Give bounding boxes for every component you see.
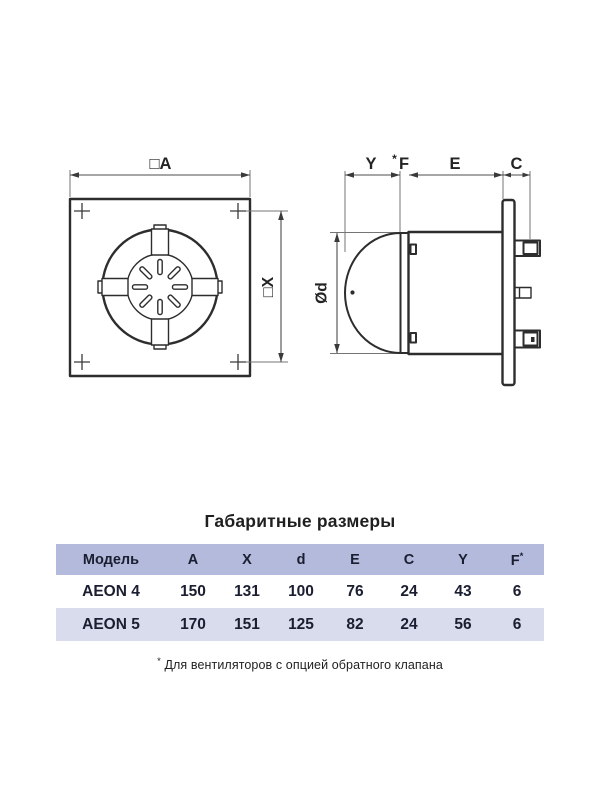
cell-f: 6 bbox=[512, 582, 522, 600]
grille-tab bbox=[152, 225, 169, 255]
dim-d-label: Ød bbox=[313, 282, 331, 304]
front-view-drawing bbox=[70, 155, 288, 376]
grille-tab bbox=[152, 319, 169, 349]
cell-model: AEON 4 bbox=[82, 582, 140, 600]
arrowhead-icon bbox=[278, 353, 284, 362]
page-title: Габаритные размеры bbox=[204, 511, 396, 531]
arrowhead-icon bbox=[523, 173, 531, 178]
fan-body bbox=[409, 232, 504, 354]
dim-y-label: Y bbox=[365, 155, 377, 173]
footnote-asterisk: * bbox=[157, 656, 161, 667]
cell-c: 24 bbox=[400, 615, 418, 633]
header-y: Y bbox=[458, 551, 468, 568]
header-f-text: F bbox=[510, 552, 520, 569]
cell-x: 151 bbox=[234, 615, 260, 633]
arrowhead-icon bbox=[334, 344, 340, 353]
header-d: d bbox=[296, 551, 306, 568]
cell-e: 82 bbox=[346, 615, 364, 633]
header-f-asterisk: * bbox=[519, 550, 524, 562]
vent-slit bbox=[158, 300, 162, 315]
rear-tab-middle bbox=[514, 288, 531, 299]
header-f bbox=[490, 544, 544, 575]
dim-a-extension-lines bbox=[70, 170, 250, 197]
arrowhead-icon bbox=[241, 172, 250, 178]
dome-pin-icon bbox=[350, 290, 354, 294]
cell-f: 6 bbox=[512, 615, 522, 633]
body-clip bbox=[411, 245, 417, 255]
footnote-text: Для вентиляторов с опцией обратного клапана bbox=[164, 658, 443, 673]
mounting-plate bbox=[503, 200, 515, 385]
cell-a: 170 bbox=[180, 615, 206, 633]
dim-f-label: F bbox=[398, 155, 410, 173]
arrowhead-icon bbox=[391, 172, 400, 178]
arrowhead-icon bbox=[70, 172, 79, 178]
cell-y: 43 bbox=[454, 582, 472, 600]
grille-tab bbox=[98, 279, 128, 296]
header-c: C bbox=[403, 551, 415, 568]
header-e: E bbox=[350, 551, 360, 568]
dim-a-label: □A bbox=[149, 155, 172, 173]
cell-e: 76 bbox=[346, 582, 364, 600]
arrowhead-icon bbox=[334, 233, 340, 242]
cell-d: 100 bbox=[288, 582, 314, 600]
grille-tab bbox=[192, 279, 222, 296]
cell-c: 24 bbox=[400, 582, 418, 600]
arrowhead-icon bbox=[494, 172, 503, 178]
table-row bbox=[56, 575, 544, 608]
table-header-row bbox=[56, 544, 544, 575]
vent-slit bbox=[133, 285, 148, 289]
vent-slit bbox=[158, 260, 162, 275]
cell-d: 125 bbox=[288, 615, 314, 633]
arrowhead-icon bbox=[409, 172, 418, 178]
header-x: X bbox=[242, 551, 252, 568]
dim-c-label: C bbox=[510, 155, 523, 173]
arrowhead-icon bbox=[278, 211, 284, 220]
side-view-drawing bbox=[314, 152, 541, 385]
table-row bbox=[56, 608, 544, 641]
dimensions-table bbox=[56, 544, 544, 641]
arrowhead-icon bbox=[345, 172, 354, 178]
vent-slit bbox=[173, 285, 188, 289]
dim-f-asterisk: * bbox=[392, 152, 397, 166]
cell-a: 150 bbox=[180, 582, 206, 600]
dim-e-label: E bbox=[449, 155, 461, 173]
cell-y: 56 bbox=[454, 615, 472, 633]
header-model: Модель bbox=[82, 551, 140, 568]
arrowhead-icon bbox=[504, 173, 512, 178]
footnote bbox=[0, 656, 600, 672]
rear-tab-bottom bbox=[514, 331, 540, 348]
rear-tab-top bbox=[514, 241, 540, 257]
dim-x-label: □X bbox=[260, 276, 277, 298]
cell-x: 131 bbox=[234, 582, 260, 600]
header-a: A bbox=[187, 551, 199, 568]
cell-model: AEON 5 bbox=[82, 615, 140, 633]
body-clip bbox=[411, 333, 417, 343]
